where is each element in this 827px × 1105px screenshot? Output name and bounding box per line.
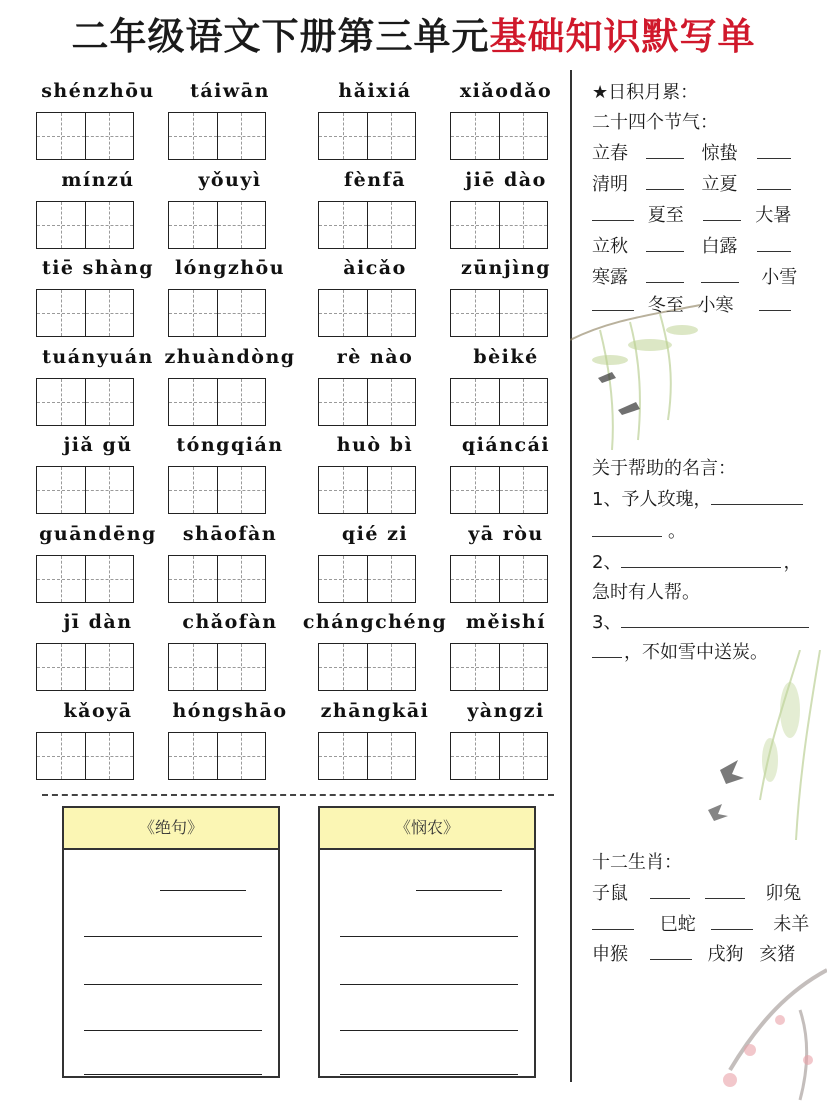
writing-grid[interactable] [36, 555, 134, 603]
pinyin-label: qié zi [341, 522, 409, 545]
poem-answer-line[interactable] [84, 936, 262, 937]
grid-cell[interactable] [37, 113, 85, 159]
writing-grid[interactable] [168, 732, 266, 780]
solar-term-row [592, 201, 791, 227]
grid-cell[interactable] [499, 202, 548, 248]
title-highlight: 基础知识默写单 [489, 14, 756, 58]
pinyin-label: měishí [465, 611, 547, 633]
writing-grid[interactable] [450, 643, 548, 691]
grid-cell[interactable] [499, 644, 548, 690]
grid-cell[interactable] [451, 733, 499, 779]
grid-cell[interactable] [217, 733, 266, 779]
pinyin-label: hǎixiá [338, 80, 412, 102]
writing-grid[interactable] [36, 201, 134, 249]
pinyin-label: jiǎ gǔ [63, 434, 133, 456]
grid-cell[interactable] [217, 290, 266, 336]
blank-input[interactable] [711, 915, 753, 930]
pinyin-label: lóngzhōu [174, 257, 286, 279]
poem-author-line[interactable] [160, 890, 246, 891]
writing-grid[interactable] [450, 555, 548, 603]
grid-cell[interactable] [85, 467, 134, 513]
grid-cell[interactable] [319, 379, 367, 425]
grid-cell[interactable] [499, 290, 548, 336]
blank-input[interactable] [646, 237, 684, 252]
grid-cell[interactable] [499, 379, 548, 425]
writing-grid[interactable] [168, 112, 266, 160]
grid-cell[interactable] [169, 733, 217, 779]
grid-cell[interactable] [85, 556, 134, 602]
grid-cell[interactable] [37, 556, 85, 602]
proverb-3: 3、 [592, 608, 809, 634]
pinyin-label: tóngqián [176, 434, 284, 456]
writing-grid[interactable] [450, 732, 548, 780]
zodiac-sishe: 巳蛇 [659, 914, 696, 935]
grid-cell[interactable] [319, 467, 367, 513]
pinyin-label: chǎofàn [182, 611, 278, 633]
grid-cell[interactable] [169, 644, 217, 690]
poem-box-minnong [318, 806, 536, 1078]
zodiac-row [592, 910, 809, 936]
writing-grid[interactable] [318, 732, 416, 780]
blank-input[interactable] [646, 144, 684, 159]
pinyin-label: zhāngkāi [320, 699, 430, 722]
pinyin-label: tuányuán [42, 345, 154, 368]
term-qingming: 清明 [592, 174, 628, 195]
term-dashu: 大暑 [755, 205, 792, 226]
term-xiaohan: 小寒 [697, 295, 734, 316]
pinyin-label: huò bì [336, 434, 414, 456]
poem-answer-line[interactable] [340, 984, 518, 985]
blank-input[interactable] [705, 884, 745, 899]
blank-input[interactable] [646, 175, 684, 190]
term-dongzhi: 冬至 [647, 295, 684, 316]
pinyin-label: jī dàn [63, 611, 133, 633]
grid-cell[interactable] [85, 113, 134, 159]
grid-cell[interactable] [37, 202, 85, 248]
zodiac-row [592, 879, 801, 905]
blank-input[interactable] [703, 206, 741, 221]
proverb-2: 2、 ， [592, 552, 802, 573]
grid-cell[interactable] [499, 113, 548, 159]
term-liqiu: 立秋 [592, 236, 628, 257]
grid-cell[interactable] [367, 556, 416, 602]
grid-cell[interactable] [169, 379, 217, 425]
writing-grid[interactable] [36, 378, 134, 426]
proverb-1-cont: 。 [592, 517, 686, 543]
grid-cell[interactable] [37, 379, 85, 425]
poem-answer-line[interactable] [84, 1074, 262, 1075]
zodiac-haizhu: 亥猪 [759, 944, 796, 965]
zodiac-shenhou: 申猴 [592, 944, 628, 965]
grid-cell[interactable] [37, 467, 85, 513]
blank-input[interactable] [701, 268, 739, 283]
grid-cell[interactable] [169, 202, 217, 248]
poem-answer-line[interactable] [340, 1030, 518, 1031]
term-bailu: 白露 [701, 236, 738, 257]
blank-input[interactable] [592, 206, 634, 221]
grid-cell[interactable] [37, 290, 85, 336]
grid-cell[interactable] [367, 290, 416, 336]
pinyin-label: guāndēng [39, 522, 157, 545]
pinyin-label: fènfā [343, 168, 407, 191]
grid-cell[interactable] [367, 644, 416, 690]
writing-grid[interactable] [450, 112, 548, 160]
blank-input[interactable] [621, 613, 809, 628]
solar-term-row [592, 263, 797, 289]
grid-cell[interactable] [85, 290, 134, 336]
poem-title: 《绝句》 [64, 808, 278, 850]
poem-box-jueju [62, 806, 280, 1078]
proverbs-heading: 关于帮助的名言： [592, 458, 736, 479]
blank-input[interactable] [757, 144, 791, 159]
pinyin-label: yǒuyì [198, 168, 262, 191]
writing-grid[interactable] [168, 378, 266, 426]
grid-cell[interactable] [217, 113, 266, 159]
grid-cell[interactable] [499, 467, 548, 513]
willow-illustration [700, 650, 827, 850]
proverb-3-cont: ，不如雪中送炭。 [592, 638, 768, 664]
grid-cell[interactable] [85, 733, 134, 779]
pinyin-label: jiē dào [465, 168, 547, 191]
grid-cell[interactable] [319, 644, 367, 690]
grid-cell[interactable] [85, 202, 134, 248]
pinyin-label: àicǎo [343, 257, 407, 279]
writing-grid[interactable] [168, 643, 266, 691]
writing-grid[interactable] [168, 466, 266, 514]
page-title [0, 6, 827, 60]
zodiac-heading: 十二生肖： [592, 852, 682, 873]
blank-input[interactable] [757, 237, 791, 252]
writing-grid[interactable] [36, 732, 134, 780]
pinyin-label: tiē shàng [41, 257, 155, 279]
zodiac-zishu: 子鼠 [592, 883, 628, 904]
blank-input[interactable] [646, 268, 684, 283]
term-hanlu: 寒露 [592, 267, 628, 288]
plum-blossom-illustration [690, 950, 827, 1105]
grid-cell[interactable] [319, 290, 367, 336]
term-xiaoxue: 小雪 [761, 267, 798, 288]
grid-cell[interactable] [169, 556, 217, 602]
grid-cell[interactable] [217, 202, 266, 248]
accumulate-heading: ★日积月累： [592, 82, 699, 103]
grid-cell[interactable] [451, 379, 499, 425]
writing-grid[interactable] [36, 112, 134, 160]
grid-cell[interactable] [319, 202, 367, 248]
grid-cell[interactable] [367, 379, 416, 425]
writing-grid[interactable] [318, 112, 416, 160]
grid-cell[interactable] [37, 644, 85, 690]
grid-cell[interactable] [217, 379, 266, 425]
term-xiazhi: 夏至 [647, 205, 684, 226]
grid-cell[interactable] [217, 644, 266, 690]
writing-grid[interactable] [318, 378, 416, 426]
grid-cell[interactable] [169, 467, 217, 513]
writing-grid[interactable] [168, 289, 266, 337]
writing-grid[interactable] [318, 289, 416, 337]
grid-cell[interactable] [85, 379, 134, 425]
grid-cell[interactable] [499, 733, 548, 779]
grid-cell[interactable] [451, 202, 499, 248]
grid-cell[interactable] [217, 556, 266, 602]
zodiac-maotu: 卯兔 [765, 883, 802, 904]
writing-grid[interactable] [36, 643, 134, 691]
grid-cell[interactable] [499, 556, 548, 602]
proverb-1: 1、予人玫瑰， [592, 485, 803, 511]
poem-answer-line[interactable] [84, 1030, 262, 1031]
pinyin-label: qiáncái [461, 434, 551, 456]
zodiac-weiyang: 未羊 [773, 914, 810, 935]
grid-cell[interactable] [451, 113, 499, 159]
solar-term-row [592, 170, 791, 196]
term-jingzhe: 惊蛰 [701, 143, 738, 164]
grid-cell[interactable] [451, 556, 499, 602]
grid-cell[interactable] [451, 644, 499, 690]
poem-answer-line[interactable] [340, 936, 518, 937]
solar-term-row [592, 139, 791, 165]
writing-grid[interactable] [450, 201, 548, 249]
writing-grid[interactable] [318, 466, 416, 514]
blank-input[interactable] [711, 490, 803, 505]
writing-grid[interactable] [36, 289, 134, 337]
writing-grid[interactable] [168, 555, 266, 603]
blank-input[interactable] [592, 915, 634, 930]
solar-terms-heading: 二十四个节气： [592, 112, 718, 133]
writing-grid[interactable] [450, 289, 548, 337]
term-lixia: 立夏 [701, 174, 738, 195]
title-main: 二年级语文下册第三单元 [71, 14, 490, 58]
grid-cell[interactable] [367, 113, 416, 159]
blank-input[interactable] [621, 553, 781, 568]
writing-grid[interactable] [318, 555, 416, 603]
pinyin-label: rè nào [336, 345, 414, 368]
blank-input[interactable] [592, 296, 634, 311]
poem-answer-line[interactable] [340, 1074, 518, 1075]
grid-cell[interactable] [85, 644, 134, 690]
grid-cell[interactable] [169, 290, 217, 336]
writing-grid[interactable] [450, 378, 548, 426]
pinyin-label: kǎoyā [63, 699, 133, 722]
grid-cell[interactable] [367, 467, 416, 513]
pinyin-label: mínzú [61, 168, 135, 191]
solar-term-row [592, 291, 791, 317]
grid-cell[interactable] [451, 467, 499, 513]
grid-cell[interactable] [451, 290, 499, 336]
pinyin-label: chángchéng [302, 611, 448, 633]
proverb-2-cont: 急时有人帮。 [592, 582, 700, 603]
pinyin-label: shāofàn [182, 522, 278, 545]
blank-input[interactable] [592, 522, 662, 537]
pinyin-label: xiǎodǎo [459, 80, 553, 102]
writing-grid[interactable] [318, 201, 416, 249]
pinyin-label: zūnjìng [460, 257, 552, 279]
poem-answer-line[interactable] [84, 984, 262, 985]
blank-input[interactable] [650, 884, 690, 899]
poem-title: 《悯农》 [320, 808, 534, 850]
grid-cell[interactable] [169, 113, 217, 159]
zodiac-row [592, 940, 795, 966]
pinyin-label: hóngshāo [172, 699, 288, 722]
blank-input[interactable] [592, 643, 622, 658]
grid-cell[interactable] [367, 202, 416, 248]
blank-input[interactable] [759, 296, 791, 311]
section-divider [42, 794, 554, 796]
pinyin-label: bèiké [473, 345, 539, 368]
grid-cell[interactable] [319, 113, 367, 159]
grid-cell[interactable] [319, 556, 367, 602]
term-lichun: 立春 [592, 143, 628, 164]
writing-grid[interactable] [168, 201, 266, 249]
pinyin-label: táiwān [190, 80, 270, 102]
writing-grid[interactable] [450, 466, 548, 514]
blank-input[interactable] [757, 175, 791, 190]
grid-cell[interactable] [367, 733, 416, 779]
grid-cell[interactable] [37, 733, 85, 779]
zodiac-xugou: 戌狗 [707, 944, 744, 965]
pinyin-label: yā ròu [468, 522, 544, 545]
poem-author-line[interactable] [416, 890, 502, 891]
blank-input[interactable] [650, 945, 692, 960]
writing-grid[interactable] [36, 466, 134, 514]
pinyin-label: yàngzi [467, 699, 545, 722]
willow-birds-illustration [570, 300, 770, 450]
pinyin-label: shénzhōu [41, 80, 155, 102]
column-divider [570, 70, 572, 1082]
grid-cell[interactable] [319, 733, 367, 779]
grid-cell[interactable] [217, 467, 266, 513]
writing-grid[interactable] [318, 643, 416, 691]
solar-term-row [592, 232, 791, 258]
pinyin-label: zhuàndòng [164, 345, 296, 368]
